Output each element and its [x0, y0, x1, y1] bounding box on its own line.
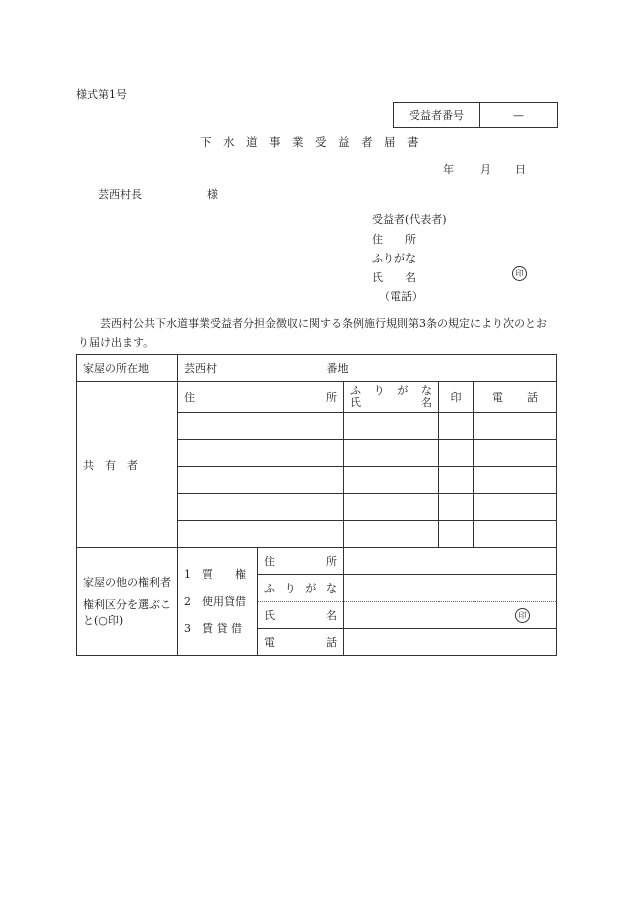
location-value-cell[interactable] [178, 355, 557, 382]
date-year: 年 [443, 163, 454, 176]
location-row [77, 355, 557, 382]
co-owner-name-cell[interactable] [344, 521, 439, 548]
co-owner-label-cell [77, 382, 178, 548]
applicant-furigana-label: ふりがな [372, 252, 416, 265]
form-number: 様式第1号 [76, 88, 127, 101]
rights-furigana-field[interactable] [344, 575, 557, 602]
col-address-header: 住 所 [178, 382, 344, 413]
co-owner-seal-cell[interactable] [439, 494, 474, 521]
addressee-name: 芸西村長 [98, 188, 142, 201]
location-label-cell [77, 355, 178, 382]
rights-option-1[interactable]: 1 質 権 [184, 568, 246, 581]
applicant-phone-label: （電話） [379, 290, 423, 303]
rights-address-field[interactable] [344, 548, 557, 575]
co-owner-name-cell[interactable] [344, 494, 439, 521]
applicant-address-label: 住 所 [372, 233, 416, 246]
page-title: 下水道事業受益者届書 [200, 135, 430, 149]
seal-icon: 印 [515, 608, 530, 623]
co-owner-header-row [77, 382, 557, 413]
rights-name-label: 氏 名 [258, 602, 344, 629]
rights-label-cell [77, 548, 178, 656]
body-text: 芸西村公共下水道事業受益者分担金徴収に関する条例施行規則第3条の規定により次のとおり届け出ます。 [78, 317, 547, 349]
col-seal-header: 印 [439, 382, 474, 413]
co-owner-address-cell[interactable] [178, 494, 344, 521]
rights-row-address [77, 548, 557, 575]
co-owner-phone-cell[interactable] [474, 467, 557, 494]
co-owner-address-cell[interactable] [178, 521, 344, 548]
date-month: 月 [480, 163, 491, 176]
co-owner-seal-cell[interactable] [439, 440, 474, 467]
beneficiary-number-label: 受益者番号 [394, 103, 480, 127]
co-owner-address-cell[interactable] [178, 440, 344, 467]
co-owner-seal-cell[interactable] [439, 521, 474, 548]
rights-options-cell [178, 548, 258, 656]
applicant-name-label: 氏 名 [372, 271, 416, 284]
co-owner-phone-cell[interactable] [474, 521, 557, 548]
co-owner-name-cell[interactable] [344, 467, 439, 494]
co-owner-seal-cell[interactable] [439, 413, 474, 440]
location-village: 芸西村 [184, 362, 217, 375]
beneficiary-number-box [393, 102, 558, 128]
applicant-header: 受益者(代表者) [372, 213, 447, 226]
notification-table [76, 354, 557, 656]
co-owner-seal-cell[interactable] [439, 467, 474, 494]
co-owner-address-cell[interactable] [178, 413, 344, 440]
rights-phone-field[interactable] [344, 629, 557, 656]
rights-phone-label: 電 話 [258, 629, 344, 656]
col-furigana-name-header: ふ り が な 氏 名 [344, 382, 439, 413]
col-phone-header: 電 話 [474, 382, 557, 413]
seal-icon: 印 [512, 266, 527, 281]
date-day: 日 [515, 163, 526, 176]
co-owner-phone-cell[interactable] [474, 494, 557, 521]
rights-label-1: 家屋の他の権利者 [83, 575, 171, 589]
rights-option-3[interactable]: 3 賃 貸 借 [184, 622, 242, 635]
co-owner-name-cell[interactable] [344, 440, 439, 467]
co-owner-phone-cell[interactable] [474, 413, 557, 440]
addressee-honorific: 様 [207, 188, 218, 201]
co-owner-address-cell[interactable] [178, 467, 344, 494]
rights-label-2: 権利区分を選ぶこと(○印) [83, 597, 171, 627]
rights-option-2[interactable]: 2 使用貸借 [184, 595, 246, 608]
rights-furigana-label: ふ り が な [258, 575, 344, 602]
location-label: 家屋の所在地 [83, 362, 149, 375]
co-owner-label: 共 有 者 [83, 458, 138, 472]
co-owner-name-cell[interactable] [344, 413, 439, 440]
rights-name-field[interactable] [344, 602, 557, 629]
location-banchi: 番地 [326, 362, 349, 375]
rights-address-label: 住 所 [258, 548, 344, 575]
beneficiary-number-value[interactable]: — [513, 108, 524, 122]
co-owner-phone-cell[interactable] [474, 440, 557, 467]
